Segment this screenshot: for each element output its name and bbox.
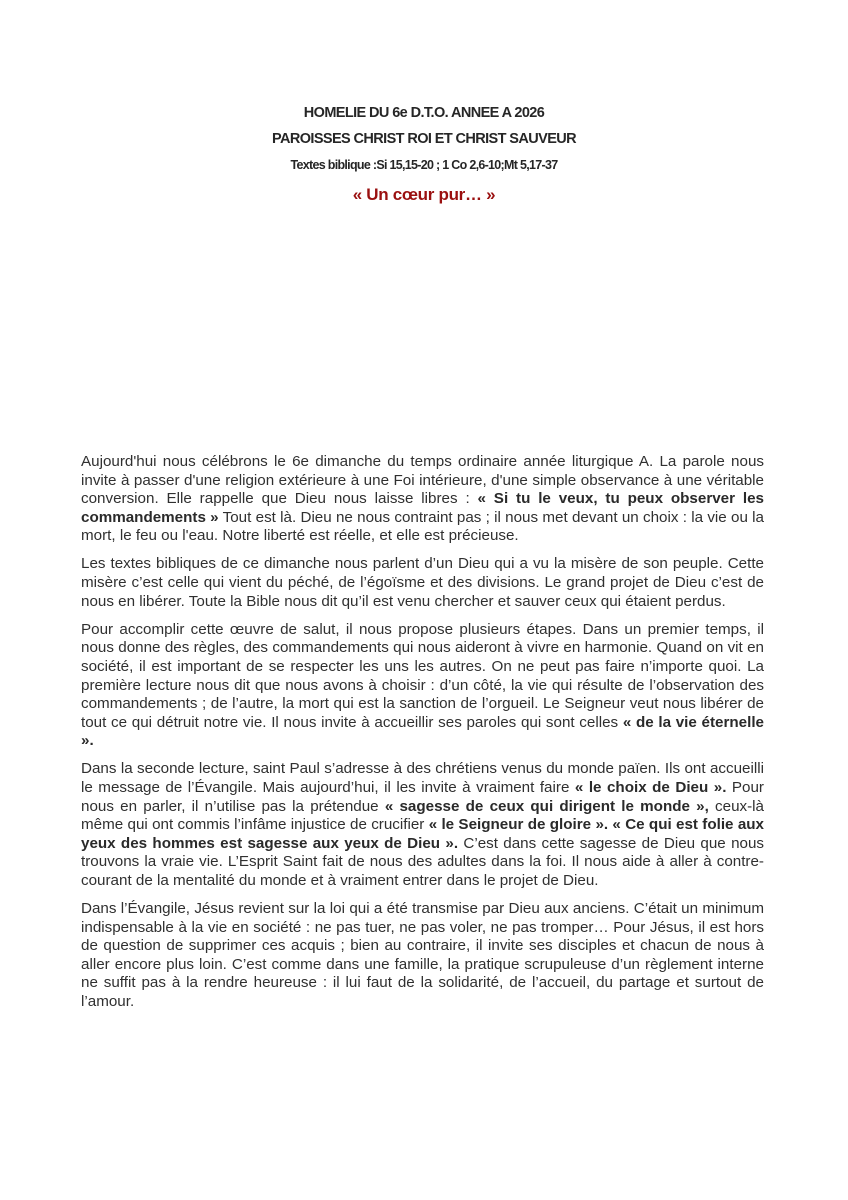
text-segment: Tout est là. Dieu ne nous contraint pas ; il nous met devant un choix : la vie ou la mort, le feu ou l'eau. Notre liberté est réelle, et elle est précieuse. [81, 508, 764, 545]
bible-references: Textes biblique :Si 15,15-20 ; 1 Co 2,6-10;Mt 5,17-37 [290, 158, 558, 172]
paragraph-god-misery [81, 555, 764, 611]
parish-name: PAROISSES CHRIST ROI ET CHRIST SAUVEUR [271, 131, 577, 147]
paragraph-intro [81, 453, 764, 546]
text-segment: C’est dans cette sagesse de Dieu que nous trouvons la vraie vie. L’Esprit Saint fait de nous des adultes dans la foi. Il nous aide à aller à contre-courant de la mentalité du monde et à vraiment entrer dans le projet de Dieu. [81, 834, 764, 889]
homily-body [81, 453, 764, 1021]
bold-quote: « sagesse de ceux qui dirigent le monde », [384, 797, 709, 815]
homily-title: HOMELIE DU 6e D.T.O. ANNEE A 2026 [303, 105, 545, 121]
text-segment: Dans l’Évangile, Jésus revient sur la loi qui a été transmise par Dieu aux anciens. C’était un minimum indispensable à la vie en société : ne pas tuer, ne pas voler, ne pas tromper… Pour Jésus, il est hors de question de supprimer ces acquis ; bien au contraire, il invite ses disciples et chacun de nous à aller encore plus loin. C’est comme dans une famille, la pratique scrupuleuse d’un règlement interne ne suffit pas à la rendre heureuse : il lui faut de la solidarité, de l’accueil, du partage et surtout de l’amour. [81, 900, 764, 1011]
bold-quote: « de la vie éternelle ». [81, 713, 764, 750]
bold-quote: « Si tu le veux, tu peux observer les commandements » [81, 490, 764, 526]
paragraph-first-reading [81, 621, 764, 751]
text-segment: Pour nous en parler, il n’utilise pas la prétendue [81, 779, 764, 815]
bold-quote: « le Seigneur de gloire ». « Ce qui est folie aux yeux des hommes est sagesse aux yeux de Dieu ». [81, 816, 764, 852]
text-segment: Aujourd'hui nous célébrons le 6e dimanche du temps ordinaire année liturgique A. La parole nous invite à passer d'une religion extérieure à une Foi intérieure, d'une simple observance à une véritable conversion. Elle rappelle que Dieu nous laisse libres : [81, 453, 764, 508]
paragraph-second-reading [81, 760, 764, 890]
paragraph-gospel [81, 900, 764, 1012]
bold-quote: « le choix de Dieu ». [574, 779, 727, 796]
text-segment: Dans la seconde lecture, saint Paul s’adresse à des chrétiens venus du monde païen. Ils ont accueilli le message de l’Évangile. Mais aujourd’hui, il les invite à vraiment faire [81, 760, 764, 796]
document-header [0, 100, 848, 210]
text-segment: Pour accomplir cette œuvre de salut, il nous propose plusieurs étapes. Dans un premier temps, il nous donne des règles, des commandements qui nous aideront à vivre en harmonie. Quand on vit en société, il est important de se respecter les uns les autres. On ne peut pas faire n’importe quoi. La première lecture nous dit que nous avons à choisir : d’un côté, la vie qui résulte de l’observation des commandements ; de l’autre, la mort qui est la sanction de l’orgueil. Le Seigneur veut nous libérer de tout ce qui détruit notre vie. Il nous invite à accueillir ses paroles qui sont celles [81, 620, 764, 731]
text-segment: Les textes bibliques de ce dimanche nous parlent d’un Dieu qui a vu la misère de son peuple. Cette misère c’est celle qui vient du péché, de l’égoïsme et des divisions. Le grand projet de Dieu c’est de nous en libérer. Toute la Bible nous dit qu’il est venu chercher et sauver ceux qui étaient perdus. [81, 555, 764, 610]
homily-subtitle: « Un cœur pur… » [352, 185, 496, 204]
text-segment: ceux-là même qui ont commis l’infâme injustice de crucifier [81, 797, 764, 834]
